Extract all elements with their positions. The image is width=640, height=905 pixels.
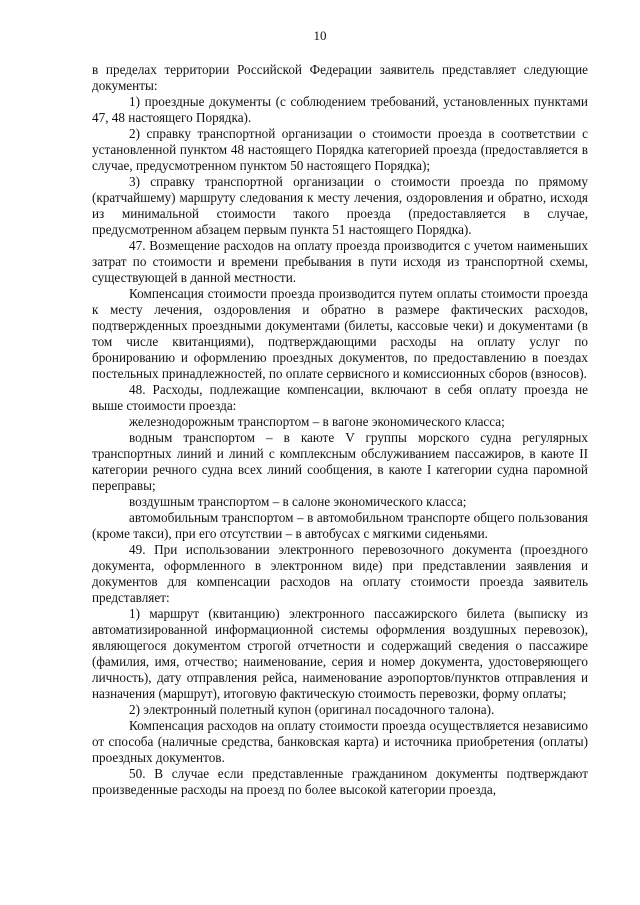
paragraph: 1) проездные документы (с соблюдением требований, установленных пунктами 47, 48 настоящего Порядка). — [92, 94, 588, 125]
paragraph: водным транспортом – в каюте V группы морского судна регулярных транспортных линий и линий с комплексным обслуживанием пассажиров, в каюте II категории речного судна всех линий сообщения, в каюте I категории судна паромной переправы; — [92, 430, 588, 493]
paragraph: 50. В случае если представленные гражданином документы подтверждают произведенные расходы на проезд по более высокой категории проезда, — [92, 766, 588, 797]
paragraph: 49. При использовании электронного перевозочного документа (проездного документа, оформленного в электронном виде) при представлении заявления и документов для компенсации расходов на оплату стоимости проезда заявитель представляет: — [92, 542, 588, 605]
paragraph: автомобильным транспортом – в автомобильном транспорте общего пользования (кроме такси), при его отсутствии – в автобусах с мягкими сиденьями. — [92, 510, 588, 541]
paragraph: 2) справку транспортной организации о стоимости проезда в соответствии с установленной пунктом 48 настоящего Порядка категорией проезда (предоставляется в случае, предусмотренном пунктом 50 настоящего Порядка); — [92, 126, 588, 173]
paragraph: 47. Возмещение расходов на оплату проезда производится с учетом наименьших затрат по стоимости и времени пребывания в пути исходя из транспортной схемы, существующей в данной местности. — [92, 238, 588, 285]
paragraph: железнодорожным транспортом – в вагоне экономического класса; — [129, 414, 505, 429]
paragraph: воздушным транспортом – в салоне экономического класса; — [129, 494, 467, 509]
paragraph: 1) маршрут (квитанцию) электронного пассажирского билета (выписку из автоматизированной информационной системы оформления воздушных перевозок), являющегося документом строгой отчетности и содержащий сведения о пассажире (фамилия, имя, отчество; наименование, серия и номер документа, удостоверяющего личность), дату отправления рейса, наименование аэропортов/пунктов отправления и назначения (маршрут), итоговую фактическую стоимость перевозки, форму оплаты; — [92, 606, 588, 701]
paragraph: 48. Расходы, подлежащие компенсации, включают в себя оплату проезда не выше стоимости проезда: — [92, 382, 588, 413]
page-number: 10 — [313, 28, 327, 43]
paragraph: 2) электронный полетный купон (оригинал посадочного талона). — [129, 702, 495, 717]
paragraph: 3) справку транспортной организации о стоимости проезда по прямому (кратчайшему) маршруту следования к месту лечения, оздоровления и обратно, исходя из минимальной стоимости такого проезда (предоставляется в случае, предусмотренном абзацем первым пункта 51 настоящего Порядка). — [92, 174, 588, 237]
paragraph: Компенсация стоимости проезда производится путем оплаты стоимости проезда к месту лечения, оздоровления и обратно в размере фактических расходов, подтвержденных проездными документами (билеты, кассовые чеки) и документами (в том числе квитанциями), подтверждающими расходы на оплату услуг по бронированию и оформлению проездных документов, по предоставлению в поездах постельных принадлежностей, по оплате сервисного и комиссионных сборов (взносов). — [92, 286, 588, 381]
paragraph: в пределах территории Российской Федерации заявитель представляет следующие документы: — [92, 62, 588, 93]
paragraph: Компенсация расходов на оплату стоимости проезда осуществляется независимо от способа (наличные средства, банковская карта) и источника приобретения (оплаты) проездных документов. — [92, 718, 588, 765]
body-text — [92, 62, 588, 798]
